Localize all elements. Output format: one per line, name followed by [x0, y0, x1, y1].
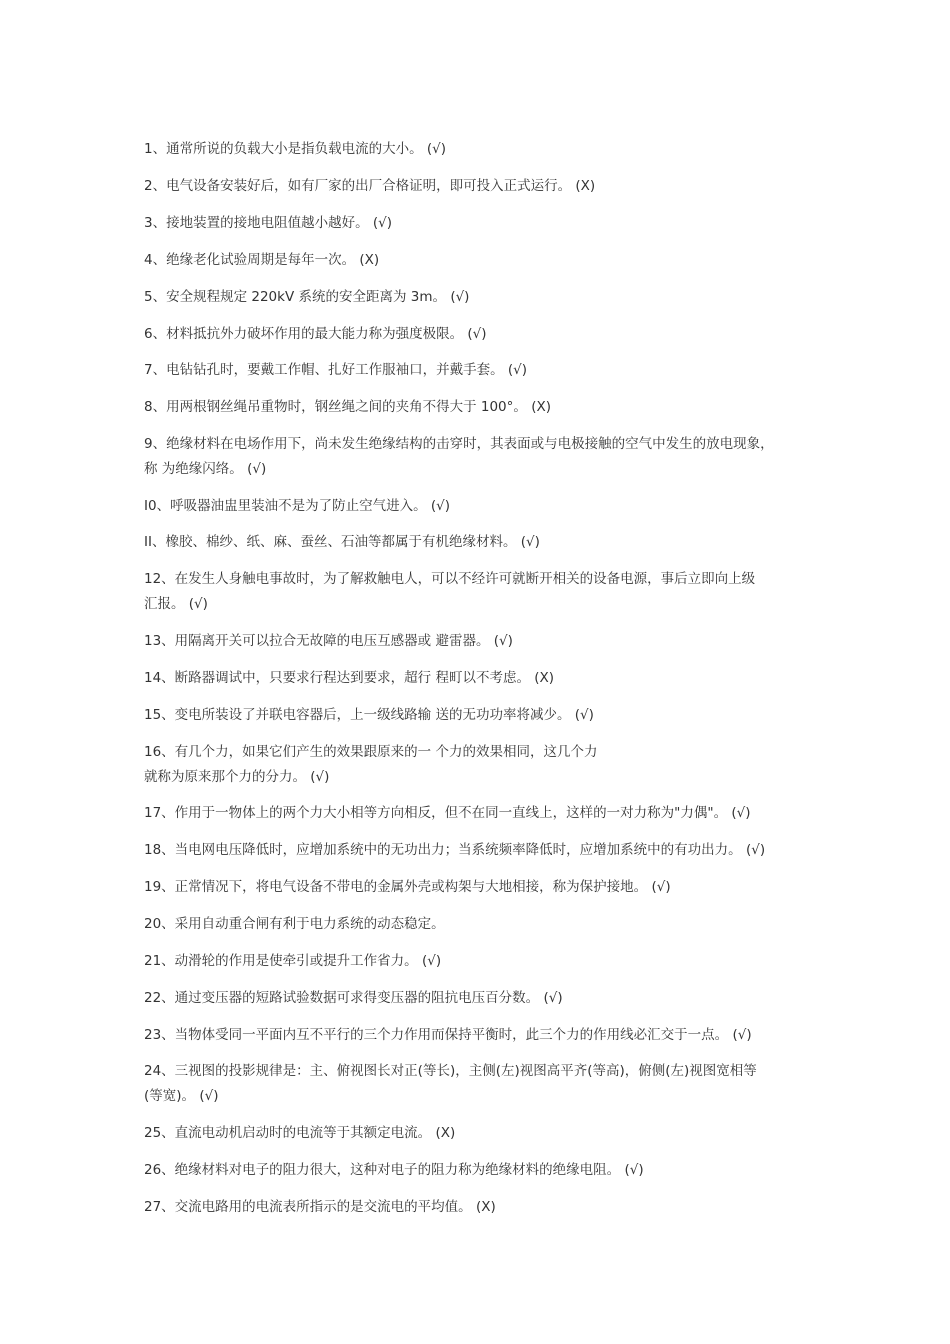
- question-line: 9、绝缘材料在电场作用下，尚未发生绝缘结构的击穿时，其表面或与电极接触的空气中发生的放电现象，: [144, 436, 774, 452]
- question-line: 5、安全规程规定 220kV 系统的安全距离为 3m。 (√): [144, 289, 470, 305]
- question-line: 25、直流电动机启动时的电流等于其额定电流。 (X): [144, 1125, 456, 1141]
- question-item-22: [144, 986, 814, 1011]
- question-line: 2、电气设备安装好后，如有厂家的出厂合格证明，即可投入正式运行。 (X): [144, 178, 596, 194]
- question-line: 汇报。 (√): [144, 596, 208, 612]
- question-item-6: [144, 322, 814, 347]
- question-item-19: [144, 875, 814, 900]
- question-item-5: [144, 285, 814, 310]
- question-line: 22、通过变压器的短路试验数据可求得变压器的阻抗电压百分数。 (√): [144, 990, 563, 1006]
- question-line: 14、断路器调试中，只要求行程达到要求，超行 程町以不考虑。 (X): [144, 670, 555, 686]
- question-line: 26、绝缘材料对电子的阻力很大，这种对电子的阻力称为绝缘材料的绝缘电阻。 (√): [144, 1162, 644, 1178]
- question-item-8: [144, 395, 814, 420]
- question-item-27: [144, 1195, 814, 1220]
- question-item-10: [144, 494, 814, 519]
- question-item-21: [144, 949, 814, 974]
- question-item-9: [144, 432, 814, 482]
- question-item-14: [144, 666, 814, 691]
- question-item-11: [144, 530, 814, 555]
- question-item-23: [144, 1023, 814, 1048]
- question-line: 27、交流电路用的电流表所指示的是交流电的平均值。 (X): [144, 1199, 496, 1215]
- question-item-4: [144, 248, 814, 273]
- question-line: 6、材料抵抗外力破坏作用的最大能力称为强度极限。 (√): [144, 326, 487, 342]
- question-line: 7、电钻钻孔时，要戴工作帽、扎好工作服袖口，并戴手套。 (√): [144, 362, 528, 378]
- question-line: 15、变电所装设了并联电容器后，上一级线路输 送的无功功率将减少。 (√): [144, 707, 594, 723]
- question-line: 18、当电网电压降低时，应增加系统中的无功出力；当系统频率降低时，应增加系统中的有功出力。 (√): [144, 842, 766, 858]
- question-item-26: [144, 1158, 814, 1183]
- question-line: 1、通常所说的负载大小是指负载电流的大小。 (√): [144, 141, 447, 157]
- question-line: 17、作用于一物体上的两个力大小相等方向相反，但不在同一直线上，这样的一对力称为"力偶"。 (√): [144, 805, 751, 821]
- question-line: 12、在发生人身触电事故时，为了解救触电人，可以不经许可就断开相关的设备电源，事后立即向上级: [144, 571, 756, 587]
- question-item-15: [144, 703, 814, 728]
- question-line: 24、三视图的投影规律是：主、俯视图长对正(等长)，主侧(左)视图高平齐(等高)，俯侧(左)视图宽相等: [144, 1063, 757, 1079]
- question-item-16: [144, 740, 814, 790]
- question-item-17: [144, 801, 814, 826]
- question-item-7: [144, 358, 814, 383]
- question-line: 8、用两根钢丝绳吊重物时，钢丝绳之间的夹角不得大于 100°。 (X): [144, 399, 551, 415]
- question-item-18: [144, 838, 814, 863]
- question-line: 就称为原来那个力的分力。 (√): [144, 769, 330, 785]
- question-item-3: [144, 211, 814, 236]
- question-line: 19、正常情况下，将电气设备不带电的金属外壳或构架与大地相接，称为保护接地。 (√): [144, 879, 671, 895]
- question-item-1: [144, 137, 814, 162]
- question-line: 13、用隔离开关可以拉合无故障的电压互感器或 避雷器。 (√): [144, 633, 513, 649]
- question-item-20: [144, 912, 814, 937]
- question-line: 称 为绝缘闪络。 (√): [144, 461, 267, 477]
- question-line: 21、动滑轮的作用是使牵引或提升工作省力。 (√): [144, 953, 442, 969]
- question-line: I0、呼吸器油盅里装油不是为了防止空气进入。 (√): [144, 498, 450, 514]
- question-line: II、橡胶、棉纱、纸、麻、蚕丝、石油等都属于有机绝缘材料。 (√): [144, 534, 540, 550]
- question-line: 20、采用自动重合闸有利于电力系统的动态稳定。: [144, 916, 445, 932]
- question-item-2: [144, 174, 814, 199]
- question-item-24: [144, 1059, 814, 1109]
- question-line: 4、绝缘老化试验周期是每年一次。 (X): [144, 252, 380, 268]
- question-line: 16、有几个力，如果它们产生的效果跟原来的一 个力的效果相同，这几个力: [144, 744, 598, 760]
- question-item-13: [144, 629, 814, 654]
- question-line: 23、当物体受同一平面内互不平行的三个力作用而保持平衡时，此三个力的作用线必汇交于一点。 (√): [144, 1027, 752, 1043]
- question-item-25: [144, 1121, 814, 1146]
- question-line: 3、接地装置的接地电阻值越小越好。 (√): [144, 215, 393, 231]
- question-line: (等宽)。 (√): [144, 1088, 219, 1104]
- question-item-12: [144, 567, 814, 617]
